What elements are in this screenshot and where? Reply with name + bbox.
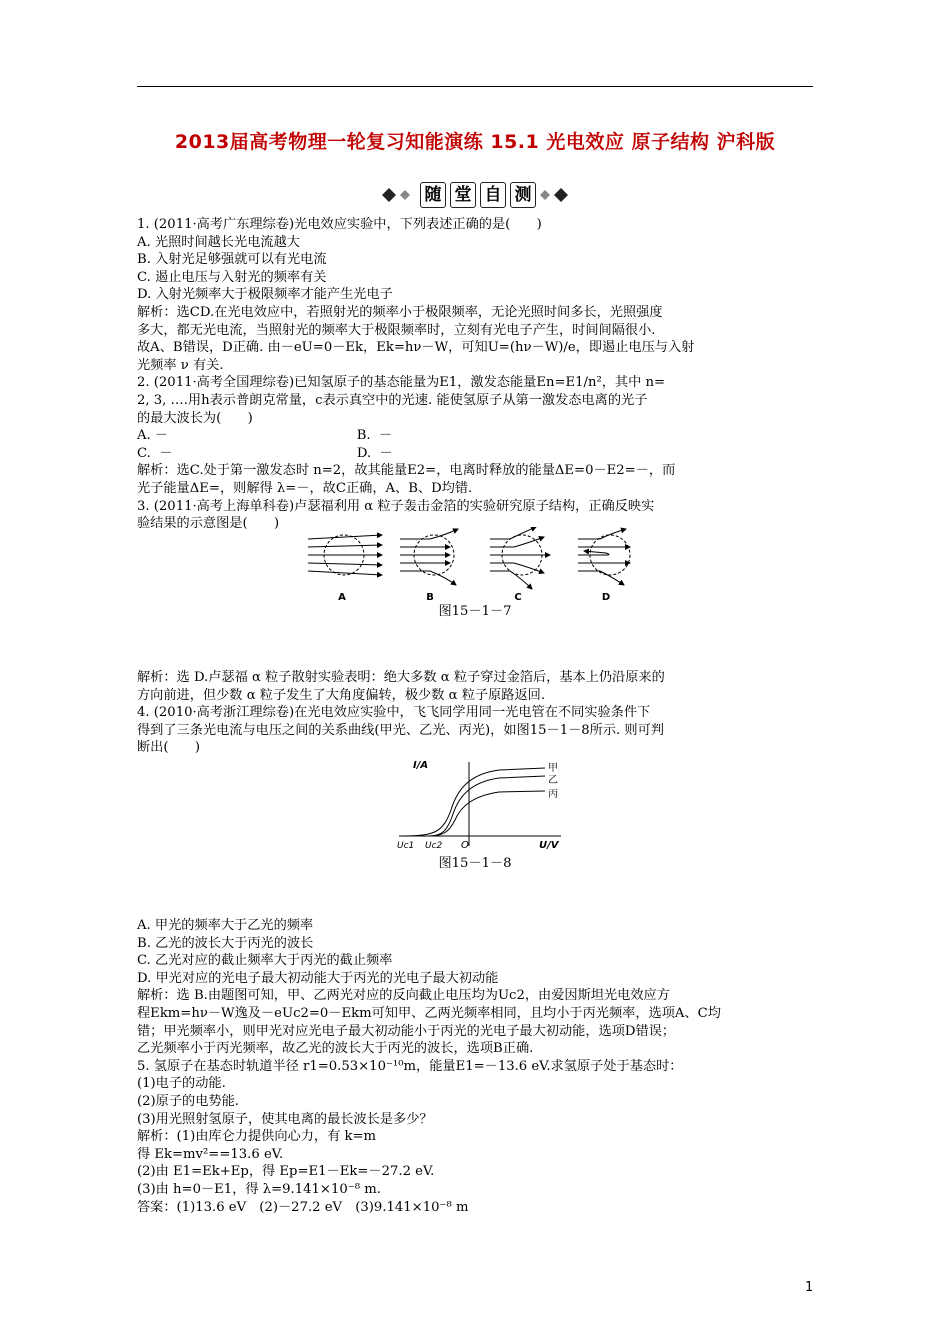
text-line: 3. (2011·高考上海单科卷)卢瑟福利用 α 粒子轰击金箔的实验研究原子结构，正确反映实 xyxy=(137,498,655,514)
figure-label: B xyxy=(426,592,434,603)
text-line: A. 光照时间越长光电流越大 xyxy=(137,234,300,250)
document-title: 2013届高考物理一轮复习知能演练 15.1 光电效应 原子结构 沪科版 xyxy=(174,131,776,153)
figure-caption: 图15－1－7 xyxy=(438,604,512,619)
diamond-icon xyxy=(400,190,410,200)
diamond-icon xyxy=(540,190,550,200)
origin-label: O xyxy=(461,840,469,850)
text-line: C. － D. － xyxy=(137,445,393,461)
text-line: 解析：选 D.卢瑟福 α 粒子散射实验表明：绝大多数 α 粒子穿过金箔后，基本上仍沿原来的 xyxy=(137,670,665,685)
text-line: C. 乙光对应的截止频率大于丙光的截止频率 xyxy=(137,953,393,969)
text-line: D. 入射光频率大于极限频率才能产生光电子 xyxy=(137,287,393,303)
diamond-icon xyxy=(382,188,396,202)
curve-bing xyxy=(429,791,545,836)
text-line: 2. (2011·高考全国理综卷)已知氢原子的基态能量为E1，激发态能量En=E1/n²，其中 n= xyxy=(137,375,666,391)
badge-char: 随 xyxy=(420,182,446,208)
figure-label: A xyxy=(338,592,346,603)
figure-label: C xyxy=(514,592,522,603)
figure-panel-d xyxy=(578,529,630,585)
text-line: (2)由 E1=Ek+Ep，得 Ep=E1－Ek=－27.2 eV. xyxy=(137,1164,435,1180)
text-line: 的最大波长为( ) xyxy=(137,410,253,426)
text-line: 乙光频率小于丙光频率，故乙光的波长大于丙光的波长，选项B正确. xyxy=(137,1041,534,1057)
page-number: 1 xyxy=(805,1280,814,1295)
text-line: 方向前进，但少数 α 粒子发生了大角度偏转，极少数 α 粒子原路返回. xyxy=(137,687,546,703)
y-axis-label: I/A xyxy=(413,760,429,771)
text-line: 2, 3, ….用h表示普朗克常量，c表示真空中的光速. 能使氢原子从第一激发态电离的光子 xyxy=(137,392,648,408)
badge-char: 自 xyxy=(480,182,506,208)
uc2-label: Uc2 xyxy=(425,841,443,850)
x-axis-label: U/V xyxy=(539,840,559,850)
text-line: 光子能量ΔE=，则解得 λ=－，故C正确，A、B、D均错. xyxy=(137,480,473,496)
uc1-label: Uc1 xyxy=(397,841,415,850)
header-rule xyxy=(137,86,813,87)
photocurrent-voltage-graph xyxy=(395,758,565,850)
text-line: (3)由 h=0－E1，得 λ=9.141×10⁻⁸ m. xyxy=(137,1181,381,1197)
text-line: 得 Ek=mv²==13.6 eV. xyxy=(137,1146,284,1162)
figure-label: D xyxy=(601,592,611,603)
rutherford-scattering-figure xyxy=(300,527,640,603)
text-line: 光频率 ν 有关. xyxy=(137,357,224,373)
text-line: 故A、B错误，D正确. 由－eU=0－Ek，Ek=hν－W，可知U=(hν－W)/e，即遏止电压与入射 xyxy=(137,340,695,356)
text-line: 程Ekm=hν－W逸及－eUc2=0－Ekm可知甲、乙两光频率相同，且均小于丙光频率，选项A、C均 xyxy=(137,1005,721,1021)
text-line: 解析：选 B.由题图可知，甲、乙两光对应的反向截止电压均为Uc2，由爱因斯坦光电效应方 xyxy=(137,988,670,1004)
text-line: (3)用光照射氢原子，使其电离的最长波长是多少？ xyxy=(137,1111,433,1127)
text-line: 4. (2010·高考浙江理综卷)在光电效应实验中，飞飞同学用同一光电管在不同实验条件下 xyxy=(137,705,651,721)
text-line: 验结果的示意图是( ) xyxy=(137,516,280,532)
question-4-5-text xyxy=(137,917,817,1216)
text-line: B. 入射光足够强就可以有光电流 xyxy=(137,252,327,268)
text-line: C. 遏止电压与入射光的频率有关 xyxy=(137,269,327,285)
figure-panel-b xyxy=(400,529,458,585)
text-line: 5. 氢原子在基态时轨道半径 r1=0.53×10⁻¹⁰m，能量E1=－13.6 eV.求氢原子处于基态时： xyxy=(137,1058,683,1074)
questions-1-3 xyxy=(137,216,817,533)
text-line: 解析：选CD.在光电效应中，若照射光的频率小于极限频率，无论光照时间多长，光照强度 xyxy=(137,304,663,320)
text-line: 1. (2011·高考广东理综卷)光电效应实验中，下列表述正确的是( ) xyxy=(137,217,542,232)
text-line: B. 乙光的波长大于丙光的波长 xyxy=(137,935,314,951)
section-badge xyxy=(376,182,574,208)
text-line: D. 甲光对应的光电子最大初动能大于丙光的光电子最大初动能 xyxy=(137,970,499,986)
text-line: 答案：(1)13.6 eV (2)－27.2 eV (3)9.141×10⁻⁸ m xyxy=(137,1199,469,1215)
series-label: 乙 xyxy=(548,775,558,786)
text-line: 解析：选C.处于第一激发态时 n=2，故其能量E2=，电离时释放的能量ΔE=0－E2=－，而 xyxy=(137,463,676,479)
text-line: 多大，都无光电流，当照射光的频率大于极限频率时，立刻有光电子产生，时间间隔很小. xyxy=(137,322,656,338)
text-line: A. 甲光的频率大于乙光的频率 xyxy=(137,918,314,933)
curve-yi xyxy=(429,776,545,836)
curve-jia xyxy=(403,768,545,836)
question-3-4-text xyxy=(137,669,817,757)
figure-panel-a xyxy=(308,535,382,575)
figure-panel-c xyxy=(490,527,550,589)
series-label: 甲 xyxy=(548,763,558,774)
text-line: 解析：(1)由库仑力提供向心力，有 k=m xyxy=(137,1129,377,1145)
text-line: 得到了三条光电流与电压之间的关系曲线(甲光、乙光、丙光)，如图15－1－8所示. 则可判 xyxy=(137,722,664,738)
series-label: 丙 xyxy=(548,789,558,800)
figure-caption: 图15－1－8 xyxy=(438,856,512,871)
text-line: (2)原子的电势能. xyxy=(137,1093,239,1109)
text-line: (1)电子的动能. xyxy=(137,1076,226,1092)
text-line: A. － B. － xyxy=(137,428,393,444)
diamond-icon xyxy=(554,188,568,202)
text-line: 错；甲光频率小，则甲光对应光电子最大初动能小于丙光的光电子最大初动能，选项D错误； xyxy=(137,1023,676,1039)
badge-char: 堂 xyxy=(450,182,476,208)
badge-char: 测 xyxy=(510,182,536,208)
text-line: 断出( ) xyxy=(137,740,201,756)
